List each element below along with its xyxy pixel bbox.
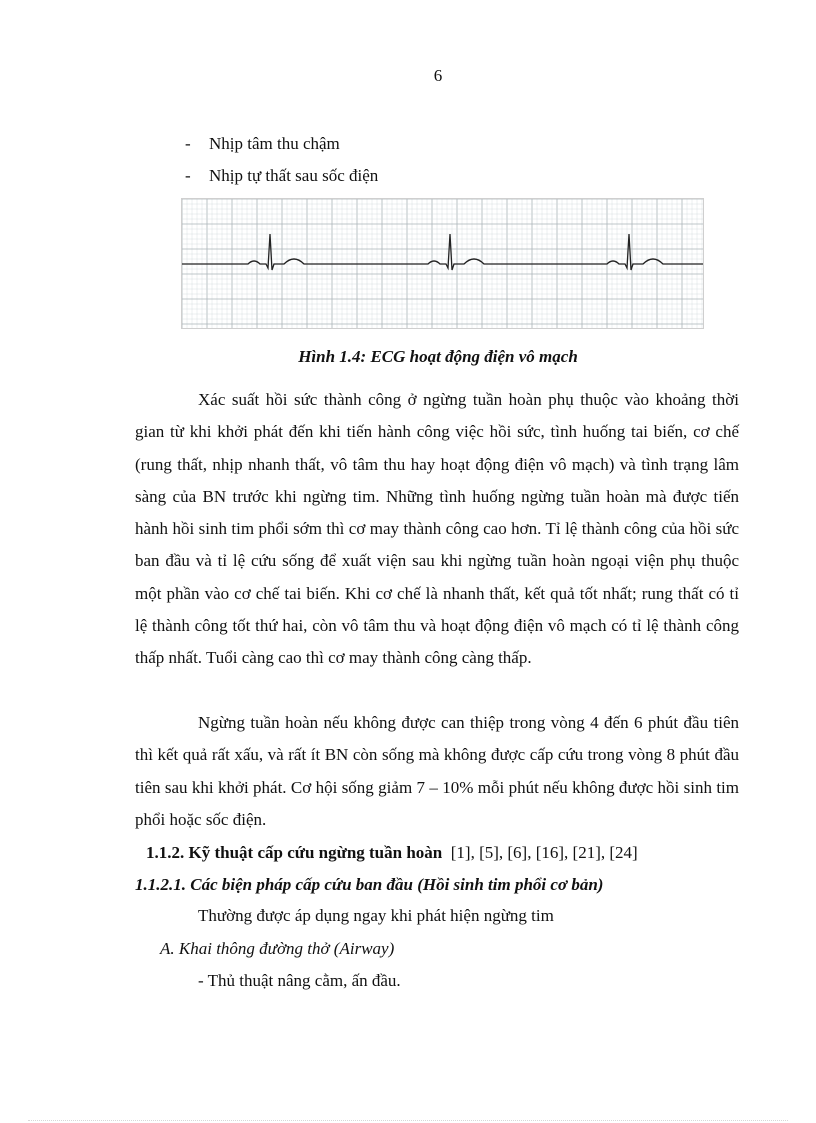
- bullet-text: Nhịp tâm thu chậm: [209, 134, 340, 153]
- bullet-dash: -: [185, 166, 191, 185]
- section-heading-text: 1.1.2. Kỹ thuật cấp cứu ngừng tuần hoàn: [146, 843, 443, 862]
- intro-line: Thường được áp dụng ngay khi phát hiện ngừng tim: [198, 906, 554, 925]
- bullet-item: [185, 134, 340, 154]
- section-heading-refs: [1], [5], [6], [16], [21], [24]: [450, 843, 638, 862]
- ecg-strip-image: [182, 199, 703, 328]
- bullet-dash: -: [185, 134, 191, 153]
- subsection-heading-1-1-2-1: 1.1.2.1. Các biện pháp cấp cứu ban đầu (Hồi sinh tim phổi cơ bản): [135, 875, 604, 894]
- page-number: 6: [433, 66, 443, 85]
- paragraph-1: Xác suất hồi sức thành công ở ngừng tuần hoàn phụ thuộc vào khoảng thời gian từ khi khởi phát đến khi tiến hành công việc hồi sức, tình huống tai biến, cơ chế (rung thất, nhịp nhanh thất, vô tâm thu hay hoạt động điện vô mạch) và tình trạng lâm sàng của BN trước khi ngừng tim. Những tình huống ngừng tuần hoàn mà được tiến hành hồi sinh tim phổi sớm thì cơ may thành công cao hơn. Tỉ lệ thành công của hồi sức ban đầu và tỉ lệ cứu sống để xuất viện sau khi ngừng tuần hoàn ngoại viện phụ thuộc một phần vào cơ chế tai biến. Khi cơ chế là nhanh thất, kết quả tốt nhất; rung thất có tỉ lệ thành công tốt thứ hai, còn vô tâm thu và hoạt động điện vô mạch có tỉ lệ thành công thấp nhất. Tuổi càng cao thì cơ may thành công càng thấp.: [135, 390, 739, 668]
- ecg-figure: [181, 198, 704, 329]
- section-a-heading: A. Khai thông đường thở (Airway): [160, 939, 395, 958]
- page-bottom-rule: [28, 1120, 788, 1121]
- bullet-text: Nhịp tự thất sau sốc điện: [209, 166, 379, 185]
- paragraph-2: Ngừng tuần hoàn nếu không được can thiệp trong vòng 4 đến 6 phút đầu tiên thì kết quả rất xấu, và rất ít BN còn sống mà không được cấp cứu trong vòng 8 phút đầu tiên sau khi khởi phát. Cơ hội sống giảm 7 – 10% mỗi phút nếu không được hồi sinh tim phổi hoặc sốc điện.: [135, 713, 739, 829]
- section-heading-1-1-2: [146, 843, 638, 863]
- bullet-item: [185, 166, 378, 186]
- ecg-trace: [182, 234, 703, 270]
- figure-caption: Hình 1.4: ECG hoạt động điện vô mạch: [298, 347, 578, 366]
- sub-bullet-item: - Thủ thuật nâng cằm, ấn đầu.: [198, 971, 401, 990]
